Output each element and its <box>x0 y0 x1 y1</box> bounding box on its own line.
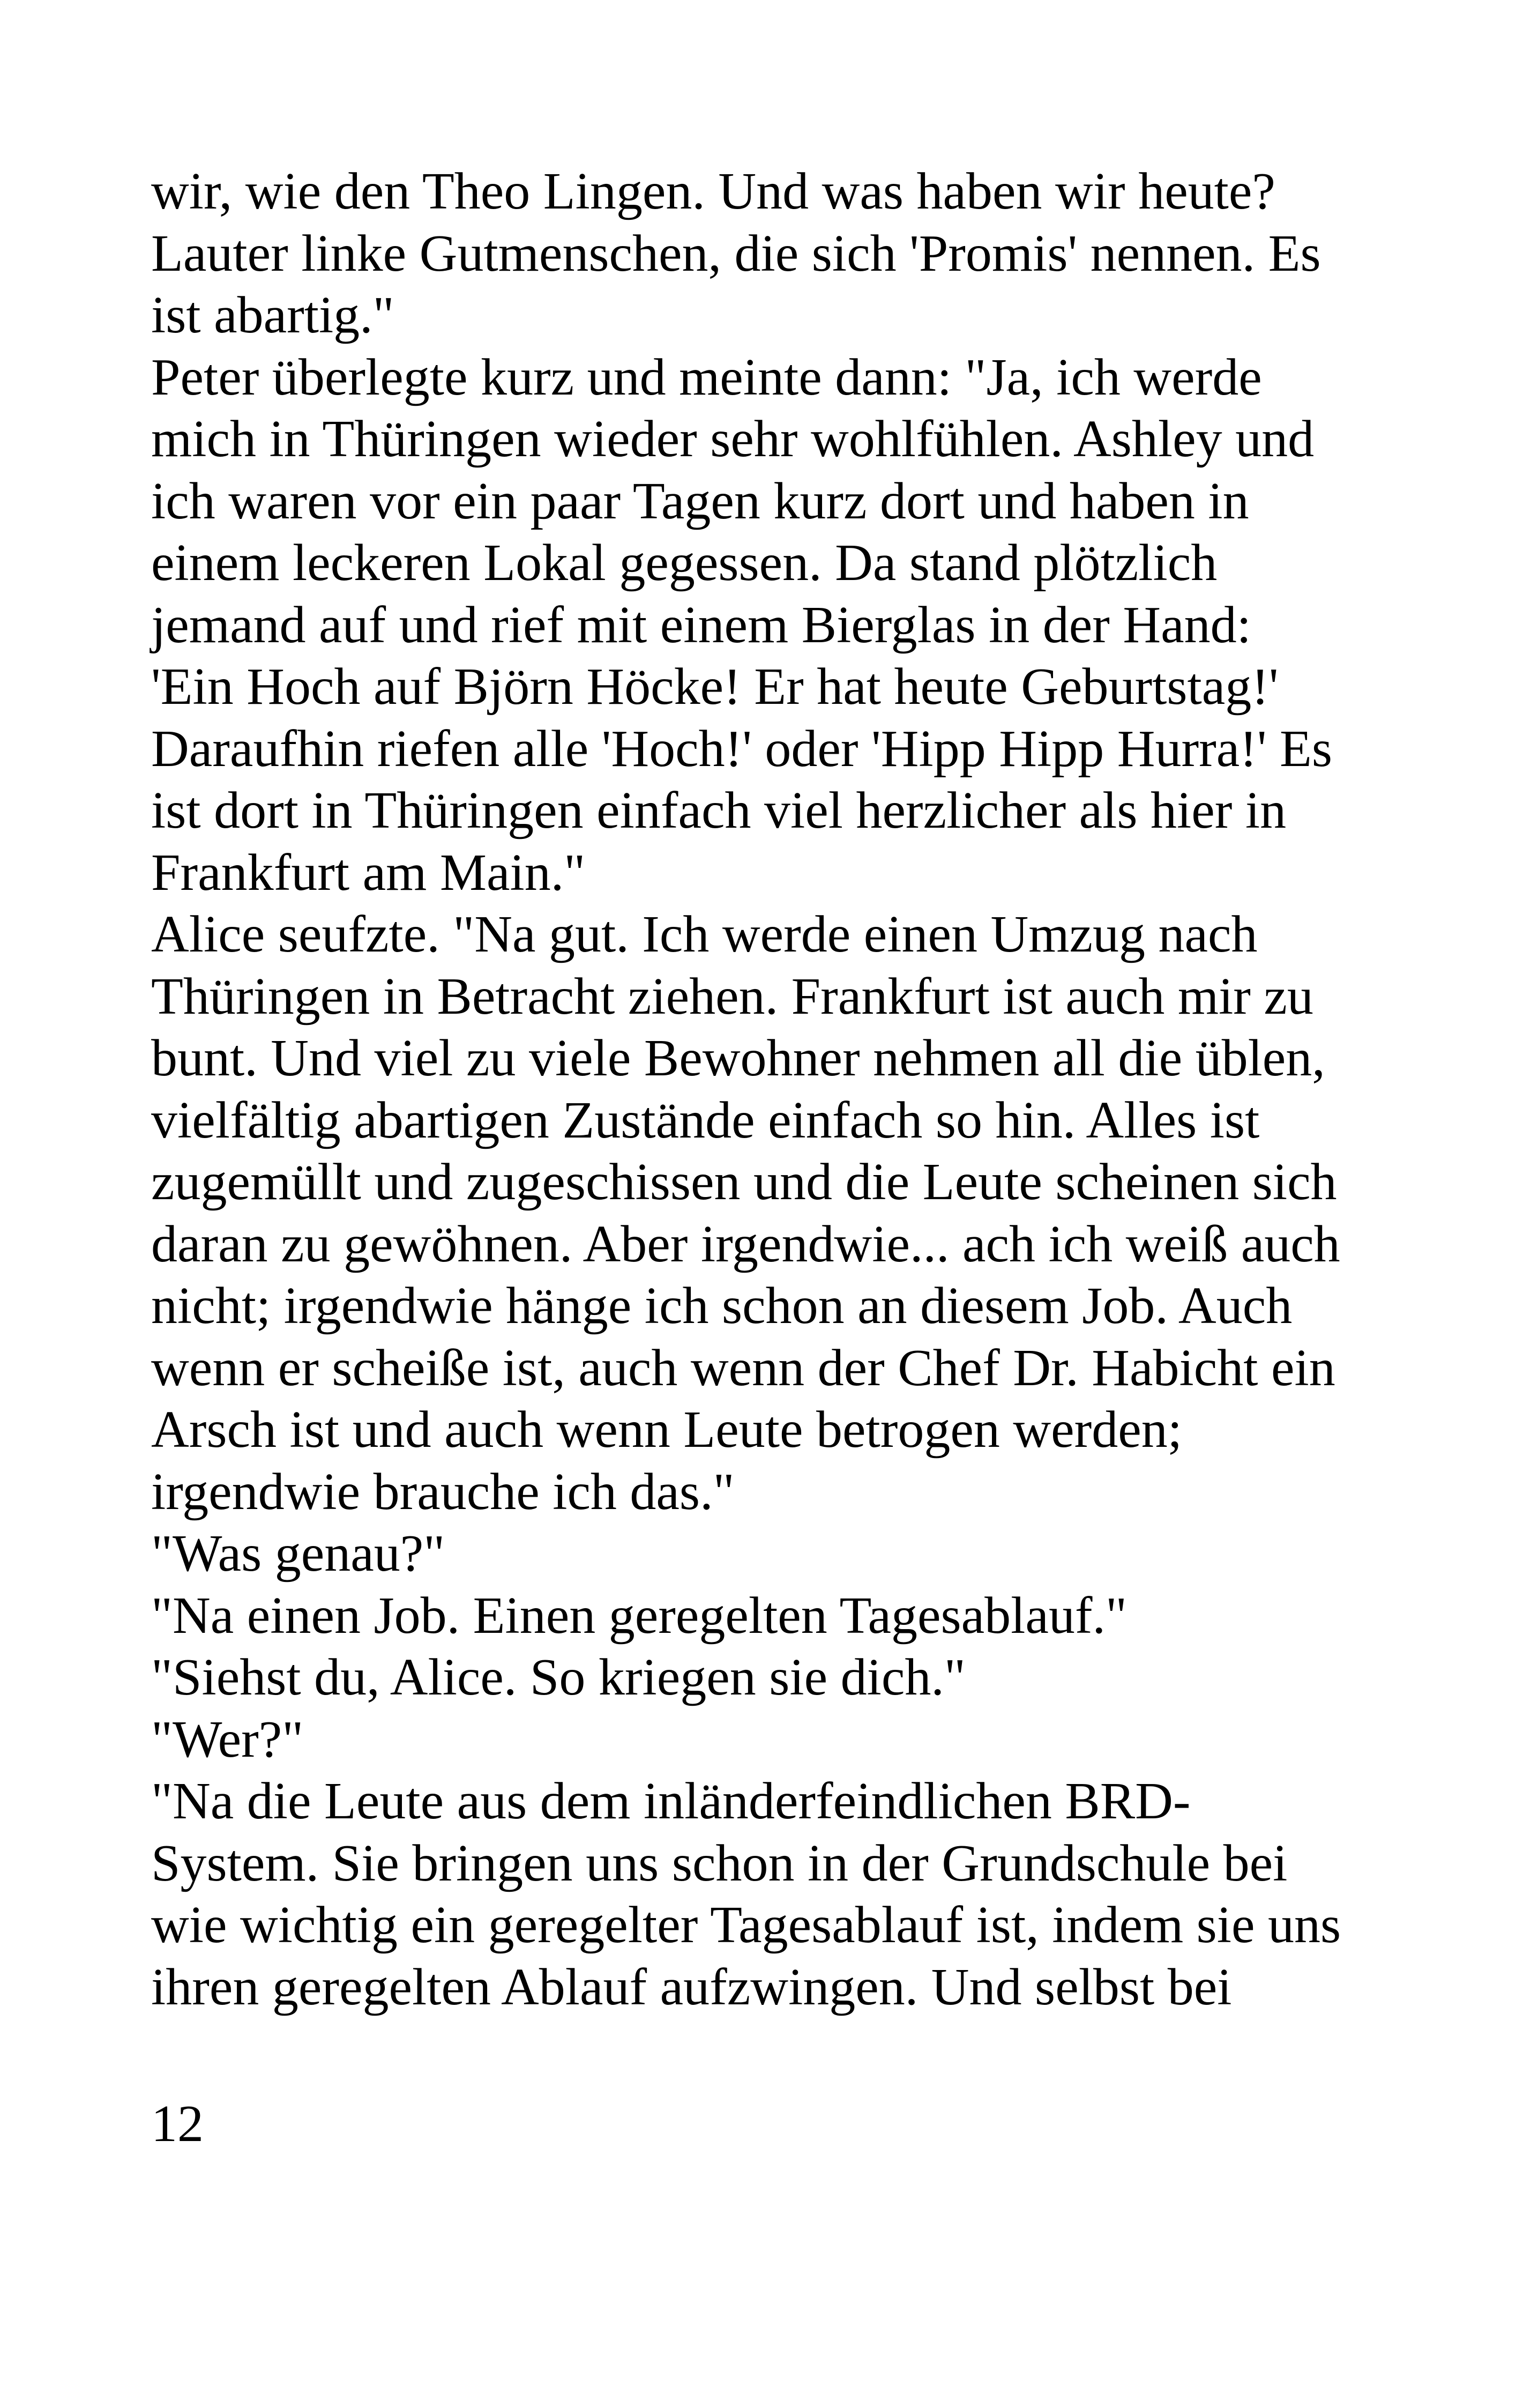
text-line: wie wichtig ein geregelter Tagesablauf ist, indem sie uns <box>151 1896 1341 1954</box>
text-line: wir, wie den Theo Lingen. Und was haben wir heute? <box>151 162 1275 220</box>
text-line: Lauter linke Gutmenschen, die sich 'Promis' nennen. Es <box>151 224 1321 283</box>
text-line: "Siehst du, Alice. So kriegen sie dich." <box>151 1648 966 1706</box>
text-line: ihren geregelten Ablauf aufzwingen. Und selbst bei <box>151 1958 1232 2016</box>
text-line: irgendwie brauche ich das." <box>151 1462 735 1521</box>
body-text <box>151 161 1384 2018</box>
text-line: Arsch ist und auch wenn Leute betrogen werden; <box>151 1401 1182 1459</box>
text-line: Thüringen in Betracht ziehen. Frankfurt ist auch mir zu <box>151 967 1313 1025</box>
text-line: mich in Thüringen wieder sehr wohlfühlen. Ashley und <box>151 410 1315 468</box>
text-line: ich waren vor ein paar Tagen kurz dort und haben in <box>151 472 1249 530</box>
text-line: ist abartig." <box>151 286 394 344</box>
text-line: Alice seufzte. "Na gut. Ich werde einen Umzug nach <box>151 905 1258 963</box>
text-line: nicht; irgendwie hänge ich schon an diesem Job. Auch <box>151 1277 1293 1335</box>
text-line: ist dort in Thüringen einfach viel herzlicher als hier in <box>151 782 1287 839</box>
page-number: 12 <box>151 2095 204 2153</box>
text-line: jemand auf und rief mit einem Bierglas in der Hand: <box>151 596 1251 654</box>
text-line: "Was genau?" <box>151 1525 445 1582</box>
text-line: 'Ein Hoch auf Björn Höcke! Er hat heute Geburtstag!' <box>151 658 1279 716</box>
text-line: "Na die Leute aus dem inländerfeindlichen BRD- <box>151 1772 1191 1830</box>
text-line: wenn er scheiße ist, auch wenn der Chef Dr. Habicht ein <box>151 1339 1335 1397</box>
text-line: vielfältig abartigen Zustände einfach so hin. Alles ist <box>151 1091 1260 1149</box>
text-line: "Na einen Job. Einen geregelten Tagesablauf." <box>151 1586 1128 1645</box>
text-line: einem leckeren Lokal gegessen. Da stand plötzlich <box>151 534 1218 592</box>
text-line: zugemüllt und zugeschissen und die Leute scheinen sich <box>151 1153 1337 1211</box>
text-line: bunt. Und viel zu viele Bewohner nehmen all die üblen, <box>151 1029 1325 1087</box>
text-line: Frankfurt am Main." <box>151 843 586 902</box>
text-line: Daraufhin riefen alle 'Hoch!' oder 'Hipp Hipp Hurra!' Es <box>151 719 1333 778</box>
text-line: Peter überlegte kurz und meinte dann: "Ja, ich werde <box>151 348 1262 406</box>
text-line: "Wer?" <box>151 1710 304 1768</box>
text-line: System. Sie bringen uns schon in der Grundschule bei <box>151 1834 1288 1892</box>
text-line: daran zu gewöhnen. Aber irgendwie... ach ich weiß auch <box>151 1215 1340 1273</box>
